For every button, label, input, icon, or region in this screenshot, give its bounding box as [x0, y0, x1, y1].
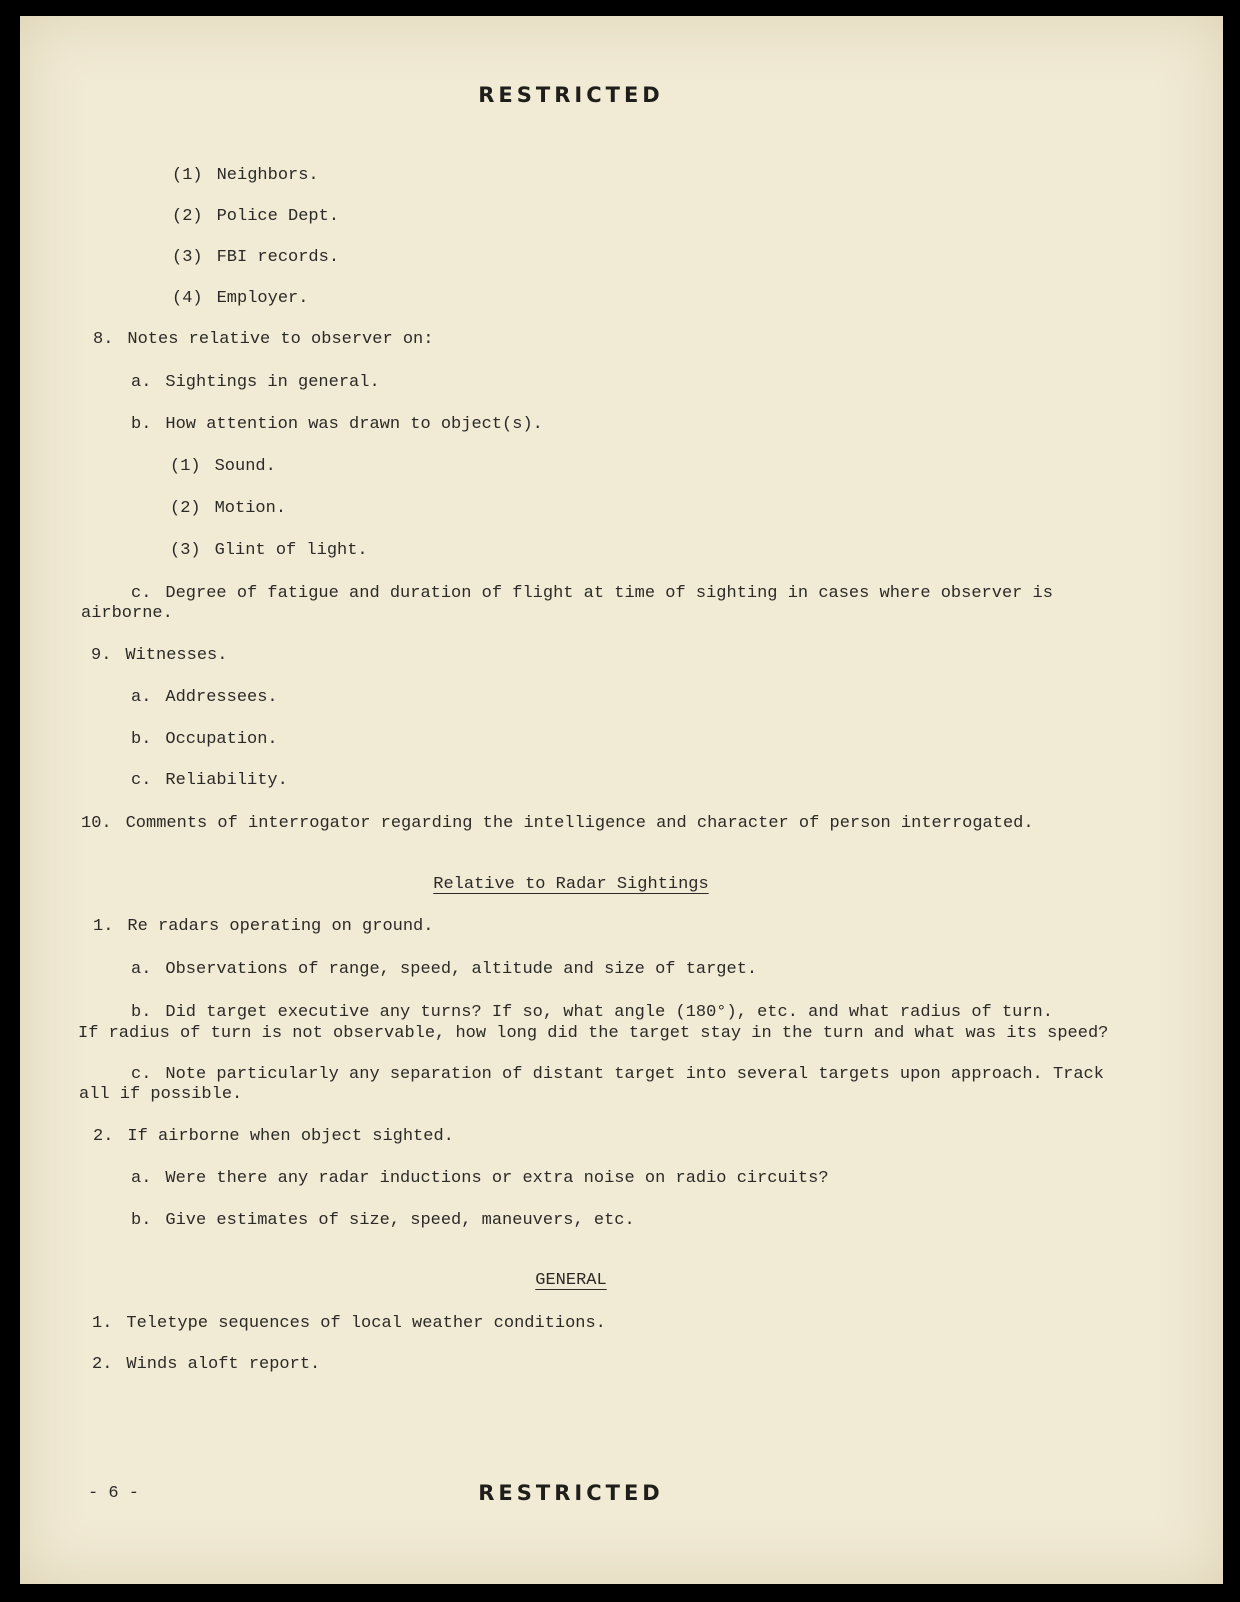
item-text: Comments of interrogator regarding the intelligence and character of person interrogated.: [125, 814, 1034, 833]
list-item: [91, 645, 227, 666]
item-number: c.: [131, 584, 152, 603]
item-number: b.: [131, 1211, 152, 1230]
item-number: (1): [170, 457, 201, 476]
item-number: 2.: [93, 1127, 114, 1146]
list-item: [131, 414, 543, 435]
item-number: (2): [172, 207, 203, 226]
document-page: [20, 16, 1223, 1584]
item-text: Reliability.: [165, 771, 288, 790]
item-number: a.: [131, 688, 152, 707]
item-number: b.: [131, 730, 152, 749]
item-number: (3): [172, 248, 203, 267]
list-item: [92, 1354, 320, 1375]
list-item: [81, 813, 1034, 834]
item-text: Note particularly any separation of distant target into several targets upon approach. Track: [165, 1065, 1104, 1084]
item-text: Degree of fatigue and duration of flight at time of sighting in cases where observer is: [165, 584, 1053, 603]
list-item: [93, 916, 433, 937]
paragraph-line: [131, 583, 1053, 604]
item-text: Witnesses.: [125, 646, 228, 665]
item-text: Neighbors.: [216, 166, 319, 185]
item-text: Employer.: [216, 289, 309, 308]
item-text: Motion.: [214, 499, 287, 518]
list-item: [170, 540, 368, 561]
list-item: [172, 288, 308, 309]
list-item: [131, 959, 757, 980]
item-number: c.: [131, 1065, 152, 1084]
item-number: 1.: [93, 917, 114, 936]
item-number: b.: [131, 1003, 152, 1022]
item-text: Sightings in general.: [165, 373, 380, 392]
page-number: - 6 -: [88, 1484, 140, 1503]
item-number: 1.: [92, 1314, 113, 1333]
item-number: a.: [131, 960, 152, 979]
item-number: b.: [131, 415, 152, 434]
item-text: Observations of range, speed, altitude and size of target.: [165, 960, 758, 979]
list-item: [131, 372, 380, 393]
item-text: Sound.: [214, 457, 276, 476]
item-text: Notes relative to observer on:: [127, 330, 434, 349]
item-number: 9.: [91, 646, 112, 665]
list-item: [93, 1126, 454, 1147]
item-text: Glint of light.: [214, 541, 368, 560]
item-text: Occupation.: [165, 730, 278, 749]
list-item: [172, 247, 339, 268]
paragraph-line: [131, 1064, 1104, 1085]
item-text: How attention was drawn to object(s).: [165, 415, 543, 434]
section-heading-radar: Relative to Radar Sightings: [433, 875, 709, 894]
item-text: Police Dept.: [216, 207, 340, 226]
item-text: Addressees.: [165, 688, 278, 707]
list-item: [170, 498, 286, 519]
item-text: Winds aloft report.: [126, 1355, 321, 1374]
section-heading-general: GENERAL: [535, 1271, 607, 1290]
item-text: Teletype sequences of local weather conditions.: [126, 1314, 606, 1333]
list-item: [92, 1313, 606, 1334]
footer-classification: RESTRICTED: [478, 1481, 664, 1505]
item-text: Were there any radar inductions or extra noise on radio circuits?: [165, 1169, 829, 1188]
item-text: Did target executive any turns? If so, what angle (180°), etc. and what radius of turn.: [165, 1003, 1053, 1022]
item-number: (2): [170, 499, 201, 518]
list-item: [172, 165, 319, 186]
item-number: 2.: [92, 1355, 113, 1374]
item-number: (3): [170, 541, 201, 560]
paragraph-line: [131, 1002, 1053, 1023]
list-item: [131, 1168, 829, 1189]
item-number: a.: [131, 373, 152, 392]
item-number: c.: [131, 771, 152, 790]
item-number: 8.: [93, 330, 114, 349]
item-number: (4): [172, 289, 203, 308]
list-item: [93, 329, 433, 350]
paragraph-line: If radius of turn is not observable, how long did the target stay in the turn and what was its speed?: [78, 1024, 1109, 1043]
list-item: [131, 1210, 635, 1231]
item-number: a.: [131, 1169, 152, 1188]
list-item: [172, 206, 339, 227]
list-item: [131, 729, 278, 750]
item-text: FBI records.: [216, 248, 340, 267]
item-text: Re radars operating on ground.: [127, 917, 434, 936]
item-text: If airborne when object sighted.: [127, 1127, 454, 1146]
item-number: 10.: [81, 814, 112, 833]
item-text: Give estimates of size, speed, maneuvers, etc.: [165, 1211, 635, 1230]
item-number: (1): [172, 166, 203, 185]
paragraph-line: airborne.: [81, 604, 173, 623]
list-item: [131, 770, 288, 791]
list-item: [131, 687, 278, 708]
list-item: [170, 456, 276, 477]
paragraph-line: all if possible.: [79, 1085, 243, 1104]
header-classification: RESTRICTED: [478, 83, 664, 107]
